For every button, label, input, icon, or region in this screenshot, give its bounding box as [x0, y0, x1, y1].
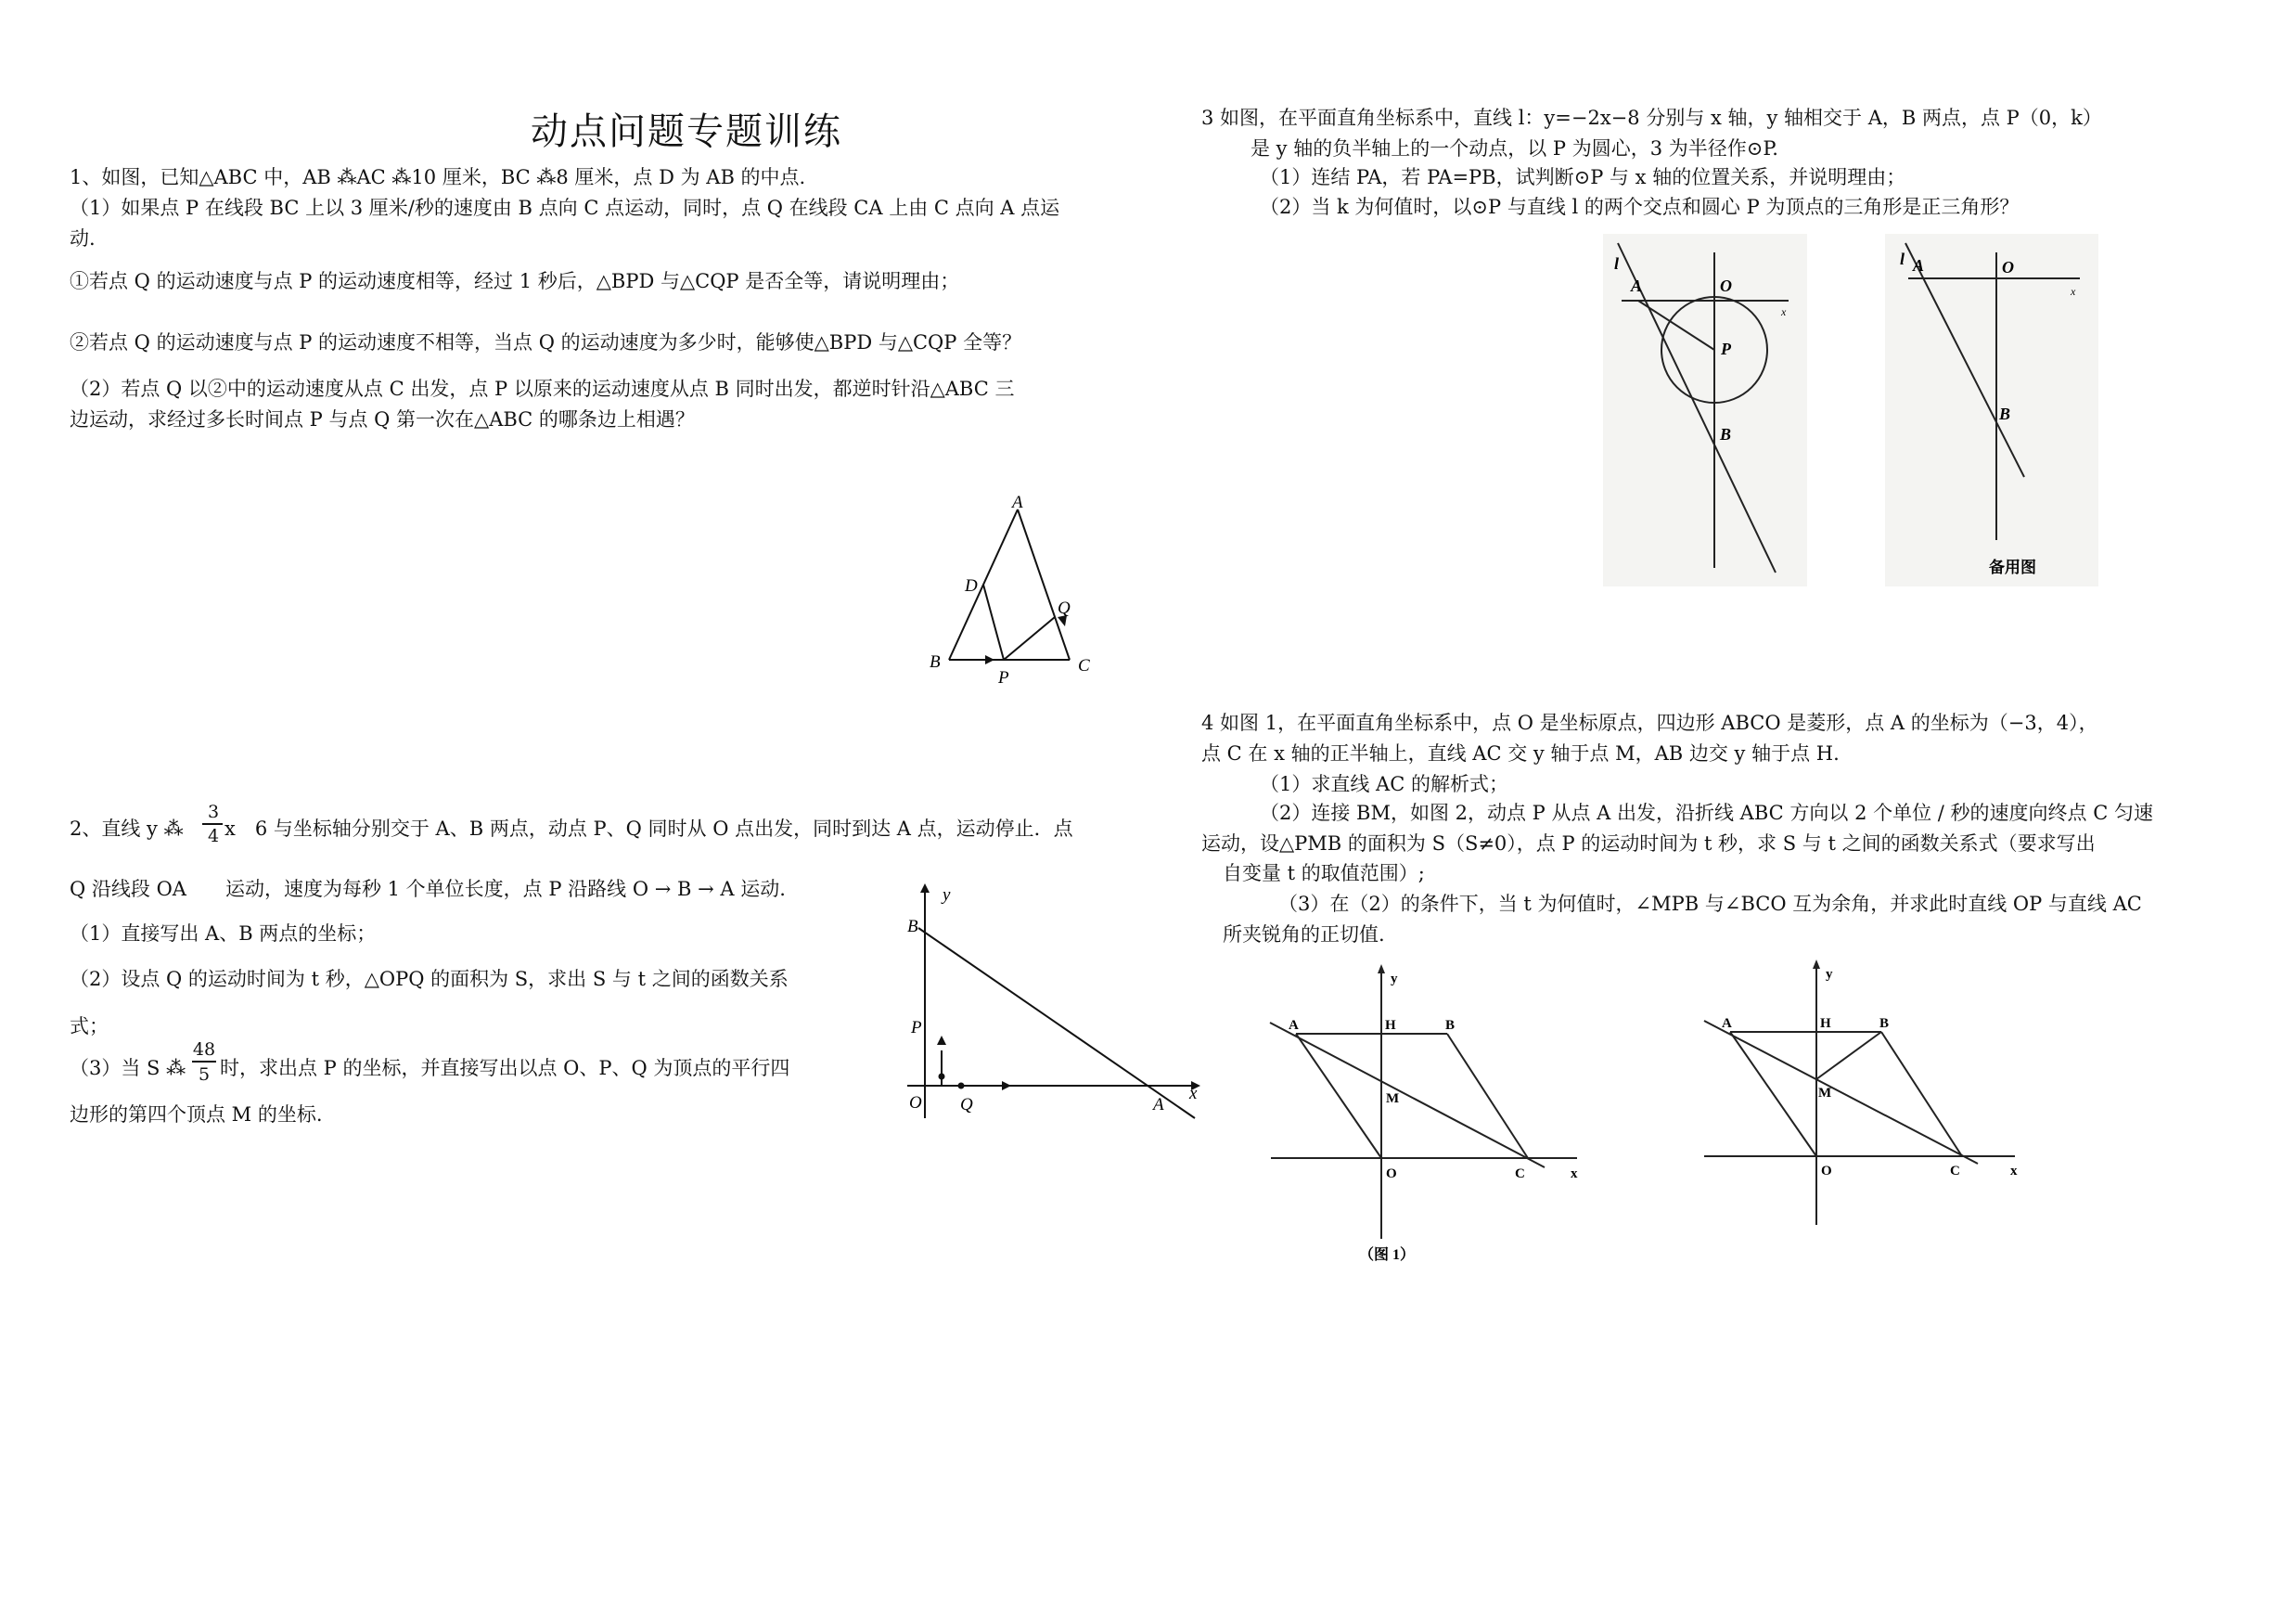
p2-frac2-bar — [192, 1061, 216, 1063]
fig3-label-l: l — [1614, 254, 1620, 273]
p4-line2: 点 C 在 x 轴的正半轴上，直线 AC 交 y 轴于点 M，AB 边交 y 轴于点 H. — [1201, 742, 1840, 765]
p3-line3: （1）连结 PA，若 PA=PB，试判断⊙P 与 x 轴的位置关系，并说明理由； — [1260, 166, 1906, 188]
fig3-label-a: A — [1631, 277, 1643, 295]
p1-line5: ②若点 Q 的运动速度与点 P 的运动速度不相等，当点 Q 的运动速度为多少时，能够使△BPD 与△CQP 全等？ — [70, 331, 1022, 354]
fig6-label-x: x — [2010, 1164, 2018, 1179]
p3-line1: 3 如图，在平面直角坐标系中，直线 l：y=−2x−8 分别与 x 轴，y 轴相交于 A，B 两点，点 P（0，k） — [1201, 107, 2102, 129]
fig1-label-b: B — [930, 652, 941, 672]
arrow-q-right-icon — [1002, 1081, 1011, 1090]
y-axis-arrow-icon — [920, 883, 930, 893]
fig6-label-c: C — [1950, 1164, 1960, 1179]
arrow-p-up-icon — [937, 1036, 946, 1045]
fig2-label-a: A — [1153, 1095, 1164, 1114]
fig1-label-a: A — [1012, 493, 1023, 512]
page-title: 动点问题专题训练 — [531, 110, 842, 153]
spare-figure-caption: 备用图 — [1989, 559, 2036, 576]
fig3-label-o: O — [1720, 277, 1732, 295]
circle-line-figure — [1603, 234, 1807, 586]
p2-frac-den: 4 — [207, 826, 220, 846]
fig6-label-y: y — [1826, 967, 1833, 982]
rhombus-figure-1 — [1266, 960, 1591, 1267]
p4-line6: 自变量 t 的取值范围）; — [1223, 862, 1425, 884]
p1-line3: 动. — [70, 227, 96, 250]
triangle-figure — [918, 487, 1132, 691]
p4-line4: （2）连接 BM，如图 2，动点 P 从点 A 出发，沿折线 ABC 方向以 2 个单位 / 秒的速度向终点 C 匀速 — [1260, 802, 2153, 824]
fig4-label-l: l — [1900, 250, 1905, 268]
point-p-dot — [939, 1074, 945, 1080]
fig5-label-b: B — [1445, 1018, 1456, 1033]
fig5-label-m: M — [1386, 1091, 1400, 1106]
p1-line4: ①若点 Q 的运动速度与点 P 的运动速度相等，经过 1 秒后，△BPD 与△CQP 是否全等，请说明理由； — [70, 270, 960, 292]
fig5-label-a: A — [1289, 1018, 1299, 1033]
fig6-label-o: O — [1821, 1164, 1832, 1179]
fig4-label-x: x — [2071, 285, 2076, 298]
p2-frac2-den: 5 — [198, 1064, 211, 1085]
p4-line5: 运动，设△PMB 的面积为 S（S≠0），点 P 的运动时间为 t 秒，求 S 与 t 之间的函数关系式（要求写出 — [1201, 832, 2096, 855]
p3-line4: （2）当 k 为何值时，以⊙P 与直线 l 的两个交点和圆心 P 为顶点的三角形是正三角形？ — [1260, 196, 2020, 218]
p2-line6a: （3）当 S ⁂ — [70, 1057, 186, 1079]
fig2-label-x: x — [1189, 1084, 1198, 1103]
p4-line7: （3）在（2）的条件下，当 t 为何值时，∠MPB 与∠BCO 互为余角，并求此时直线 OP 与直线 AC — [1278, 893, 2142, 915]
p2-line6b: 时，求出点 P 的坐标，并直接写出以点 O、P、Q 为顶点的平行四 — [220, 1057, 790, 1079]
fig1-label-p: P — [998, 668, 1009, 688]
fig4-label-a: A — [1913, 256, 1925, 275]
arrow-p-icon — [985, 655, 994, 664]
fig2-label-q: Q — [960, 1095, 973, 1114]
rhombus-figure-2 — [1700, 956, 2033, 1234]
fig2-label-b: B — [907, 917, 918, 936]
p2-frac-bar — [202, 823, 223, 825]
figure1-caption: （图 1） — [1359, 1247, 1416, 1263]
p2-line7: 边形的第四个顶点 M 的坐标. — [70, 1103, 323, 1126]
p4-line1: 4 如图 1，在平面直角坐标系中，点 O 是坐标原点，四边形 ABCO 是菱形，点 A 的坐标为（−3，4）， — [1201, 712, 2098, 734]
fig5-y-arrow-icon — [1378, 964, 1385, 973]
p2-frac2-num: 48 — [192, 1039, 216, 1060]
p2-line1a: 2、直线 y ⁂ — [70, 818, 184, 840]
fig6-label-b: B — [1879, 1016, 1890, 1031]
fig5-label-o: O — [1386, 1166, 1397, 1181]
fig3-label-p: P — [1721, 340, 1731, 358]
p4-line8: 所夹锐角的正切值. — [1223, 923, 1385, 946]
p2-line1b: x 6 与坐标轴分别交于 A、B 两点，动点 P、Q 同时从 O 点出发，同时到达 A 点，运动停止．点 — [224, 818, 1073, 840]
p1-line7: 边运动，求经过多长时间点 P 与点 Q 第一次在△ABC 的哪条边上相遇？ — [70, 408, 695, 431]
fig2-label-o: O — [909, 1093, 922, 1113]
fig4-label-b: B — [1999, 405, 2011, 423]
p2-frac-num: 3 — [207, 802, 220, 822]
fig5-label-h: H — [1385, 1018, 1396, 1033]
fig2-label-y: y — [943, 885, 951, 905]
fig1-label-d: D — [965, 576, 978, 596]
fig1-label-q: Q — [1058, 599, 1071, 618]
p1-line2: （1）如果点 P 在线段 BC 上以 3 厘米/秒的速度由 B 点向 C 点运动，同时，点 Q 在线段 CA 上由 C 点向 A 点运 — [70, 197, 1060, 219]
fig6-label-h: H — [1820, 1016, 1831, 1031]
point-q-dot — [958, 1083, 965, 1089]
p2-line5: 式； — [70, 1015, 109, 1037]
fig5-label-x: x — [1571, 1166, 1578, 1181]
p2-line2: Q 沿线段 OA 运动，速度为每秒 1 个单位长度，点 P 沿路线 O → B → A 运动. — [70, 878, 786, 900]
fig4-label-o: O — [2002, 258, 2014, 277]
fig6-label-m: M — [1818, 1086, 1832, 1101]
fig5-label-y: y — [1391, 972, 1398, 986]
p4-line3: （1）求直线 AC 的解析式； — [1260, 773, 1508, 795]
p2-line4: （2）设点 Q 的运动时间为 t 秒，△OPQ 的面积为 S，求出 S 与 t 之间的函数关系 — [70, 968, 789, 990]
coordinate-figure-2 — [900, 882, 1215, 1127]
fig2-label-p: P — [911, 1018, 922, 1037]
fig1-label-c: C — [1078, 656, 1090, 676]
fig6-label-a: A — [1722, 1016, 1732, 1031]
fig5-label-c: C — [1515, 1166, 1525, 1181]
p3-line2: 是 y 轴的负半轴上的一个动点，以 P 为圆心，3 为半径作⊙P. — [1251, 137, 1778, 160]
p1-line6: （2）若点 Q 以②中的运动速度从点 C 出发，点 P 以原来的运动速度从点 B 同时出发，都逆时针沿△ABC 三 — [70, 378, 1015, 400]
p1-line1: 1、如图，已知△ABC 中，AB ⁂AC ⁂10 厘米，BC ⁂8 厘米，点 D 为 AB 的中点. — [70, 166, 806, 188]
p2-line3: （1）直接写出 A、B 两点的坐标； — [70, 922, 377, 945]
fig3-label-x: x — [1781, 305, 1787, 318]
fig3-label-b: B — [1720, 425, 1732, 444]
spare-figure — [1885, 234, 2098, 586]
fig6-y-arrow-icon — [1813, 960, 1820, 969]
